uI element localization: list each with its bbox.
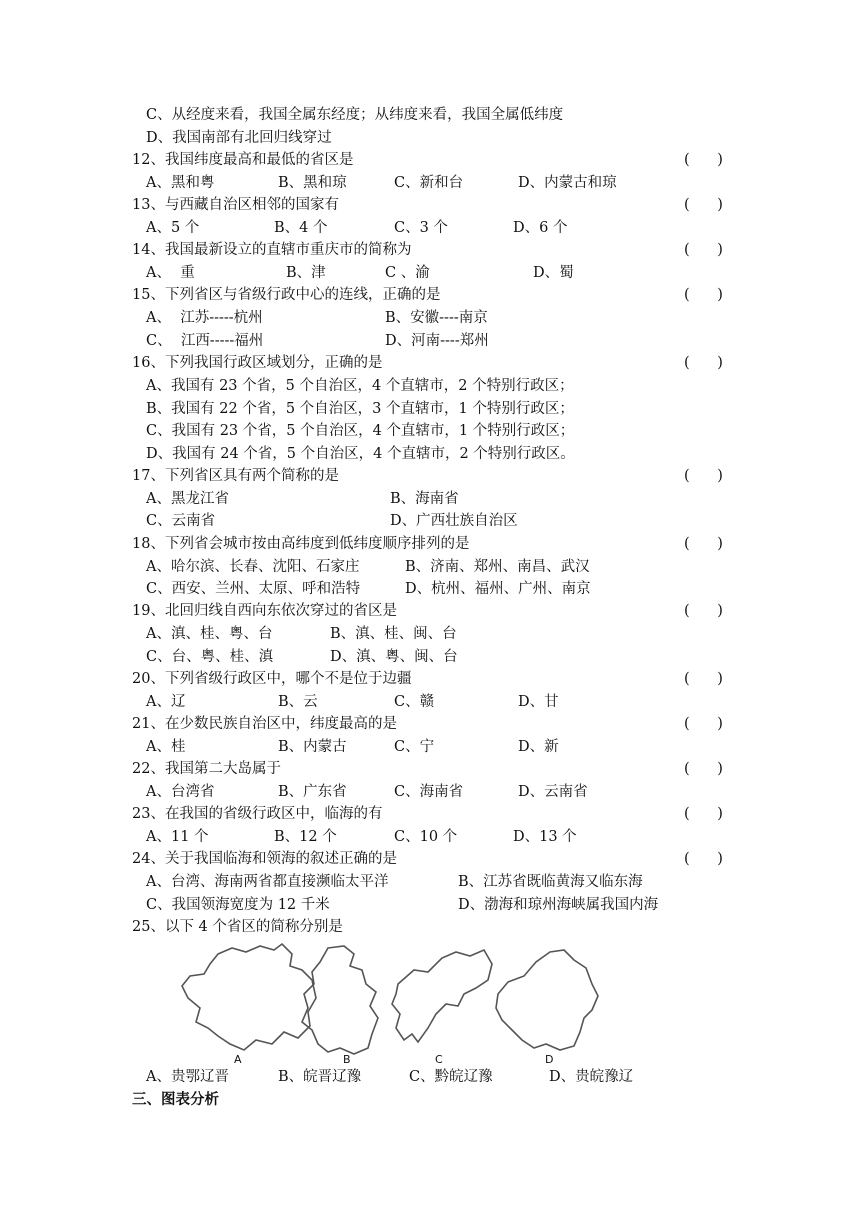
map-label-a: A <box>234 1053 242 1066</box>
q22-option-b: B、广东省 <box>278 784 347 800</box>
q12-answer-paren: ( ) <box>684 152 723 168</box>
q19-option-b: B、滇、桂、闽、台 <box>330 626 457 642</box>
q14-answer-paren: ( ) <box>684 242 723 258</box>
q23-option-a: A、11 个 <box>146 829 209 845</box>
q18-option-a: A、哈尔滨、长春、沈阳、石家庄 <box>146 559 360 575</box>
q19-option-a: A、滇、桂、粤、台 <box>146 626 273 642</box>
map-label-d: D <box>545 1053 554 1066</box>
q15-option-c: C、 江西-----福州 <box>146 333 264 349</box>
map-label-b: B <box>343 1053 351 1066</box>
q17-option-c: C、云南省 <box>146 513 216 529</box>
q24-stem: 24、关于我国临海和领海的叙述正确的是 <box>132 851 397 867</box>
q14-option-d: D、蜀 <box>533 265 574 281</box>
q22-stem: 22、我国第二大岛属于 <box>132 761 281 777</box>
q15-option-d: D、河南----郑州 <box>385 333 489 349</box>
q18-answer-paren: ( ) <box>684 536 723 552</box>
q20-option-b: B、云 <box>278 694 318 710</box>
q18-option-c: C、西安、兰州、太原、呼和浩特 <box>146 581 361 597</box>
q16-stem: 16、下列我国行政区域划分，正确的是 <box>132 355 383 371</box>
q13-answer-paren: ( ) <box>684 197 723 213</box>
q16-option-a: A、我国有 23 个省，5 个自治区，4 个直辖市，2 个特别行政区； <box>146 378 574 394</box>
q11-option-d: D、我国南部有北回归线穿过 <box>146 130 332 146</box>
q16-option-c: C、我国有 23 个省，5 个自治区，4 个直辖市，1 个特别行政区； <box>146 423 575 439</box>
q14-stem: 14、我国最新设立的直辖市重庆市的简称为 <box>132 242 412 258</box>
q19-option-d: D、滇、粤、闽、台 <box>330 649 458 665</box>
q16-option-d: D、我国有 24 个省，5 个自治区，4 个直辖市，2 个特别行政区。 <box>146 446 575 462</box>
q12-option-d: D、内蒙古和琼 <box>518 175 617 191</box>
q21-option-b: B、内蒙古 <box>278 739 347 755</box>
q19-stem: 19、北回归线自西向东依次穿过的省区是 <box>132 603 397 619</box>
q13-option-d: D、6 个 <box>513 220 568 236</box>
q20-option-d: D、甘 <box>518 694 559 710</box>
q21-option-c: C、宁 <box>394 739 435 755</box>
q20-option-a: A、辽 <box>146 694 186 710</box>
q16-option-b: B、我国有 22 个省，5 个自治区，3 个直辖市，1 个特别行政区； <box>146 401 574 417</box>
q24-option-d: D、渤海和琼州海峡属我国内海 <box>458 897 659 913</box>
q24-option-c: C、我国领海宽度为 12 千米 <box>146 897 330 913</box>
q21-option-a: A、桂 <box>146 739 186 755</box>
q20-stem: 20、下列省级行政区中，哪个不是位于边疆 <box>132 671 412 687</box>
q18-option-b: B、济南、郑州、南昌、武汉 <box>405 559 590 575</box>
q25-option-d: D、贵皖豫辽 <box>549 1069 634 1085</box>
q19-option-c: C、台、粤、桂、滇 <box>146 649 274 665</box>
q12-option-c: C、新和台 <box>394 175 464 191</box>
q22-option-d: D、云南省 <box>518 784 588 800</box>
map-label-c: C <box>435 1053 443 1066</box>
q24-option-a: A、台湾、海南两省都直接濒临太平洋 <box>146 874 389 890</box>
q25-option-b: B、皖晋辽豫 <box>278 1069 362 1085</box>
q25-stem: 25、以下 4 个省区的简称分别是 <box>132 919 343 935</box>
q17-option-d: D、广西壮族自治区 <box>390 513 518 529</box>
q23-stem: 23、在我国的省级行政区中，临海的有 <box>132 806 383 822</box>
q24-answer-paren: ( ) <box>684 851 723 867</box>
q22-option-a: A、台湾省 <box>146 784 215 800</box>
province-map-b <box>298 944 380 1056</box>
q25-option-c: C、黔皖辽豫 <box>409 1069 493 1085</box>
q22-answer-paren: ( ) <box>684 761 723 777</box>
q15-answer-paren: ( ) <box>684 287 723 303</box>
q24-option-b: B、江苏省既临黄海又临东海 <box>458 874 643 890</box>
province-map-d <box>494 944 604 1056</box>
q21-stem: 21、在少数民族自治区中，纬度最高的是 <box>132 716 397 732</box>
section-title: 三、图表分析 <box>132 1091 219 1108</box>
q23-option-b: B、12 个 <box>274 829 337 845</box>
q16-answer-paren: ( ) <box>684 355 723 371</box>
q22-option-c: C、海南省 <box>394 784 464 800</box>
q11-option-c: C、从经度来看，我国全属东经度；从纬度来看，我国全属低纬度 <box>146 107 564 123</box>
province-map-c <box>388 944 498 1054</box>
q13-option-c: C、3 个 <box>394 220 448 236</box>
q20-option-c: C、赣 <box>394 694 435 710</box>
q21-answer-paren: ( ) <box>684 716 723 732</box>
q12-stem: 12、我国纬度最高和最低的省区是 <box>132 152 354 168</box>
q14-option-a: A、 重 <box>146 265 195 281</box>
q21-option-d: D、新 <box>518 739 559 755</box>
q12-option-b: B、黑和琼 <box>278 175 347 191</box>
q18-option-d: D、杭州、福州、广州、南京 <box>405 581 591 597</box>
q17-option-a: A、黑龙江省 <box>146 491 229 507</box>
q23-option-c: C、10 个 <box>394 829 458 845</box>
q25-option-a: A、贵鄂辽晋 <box>146 1069 229 1085</box>
q15-option-b: B、安徽----南京 <box>385 310 488 326</box>
q15-option-a: A、 江苏-----杭州 <box>146 310 263 326</box>
q14-option-b: B、津 <box>286 265 326 281</box>
q19-answer-paren: ( ) <box>684 603 723 619</box>
q13-option-b: B、4 个 <box>274 220 328 236</box>
q18-stem: 18、下列省会城市按由高纬度到低纬度顺序排列的是 <box>132 536 470 552</box>
q12-option-a: A、黑和粤 <box>146 175 215 191</box>
q13-option-a: A、5 个 <box>146 220 200 236</box>
q17-stem: 17、下列省区具有两个简称的是 <box>132 468 339 484</box>
q14-option-c: C 、渝 <box>385 265 430 281</box>
q15-stem: 15、下列省区与省级行政中心的连线，正确的是 <box>132 287 441 303</box>
q17-option-b: B、海南省 <box>390 491 459 507</box>
q20-answer-paren: ( ) <box>684 671 723 687</box>
q17-answer-paren: ( ) <box>684 468 723 484</box>
q23-answer-paren: ( ) <box>684 806 723 822</box>
q13-stem: 13、与西藏自治区相邻的国家有 <box>132 197 339 213</box>
q23-option-d: D、13 个 <box>513 829 577 845</box>
